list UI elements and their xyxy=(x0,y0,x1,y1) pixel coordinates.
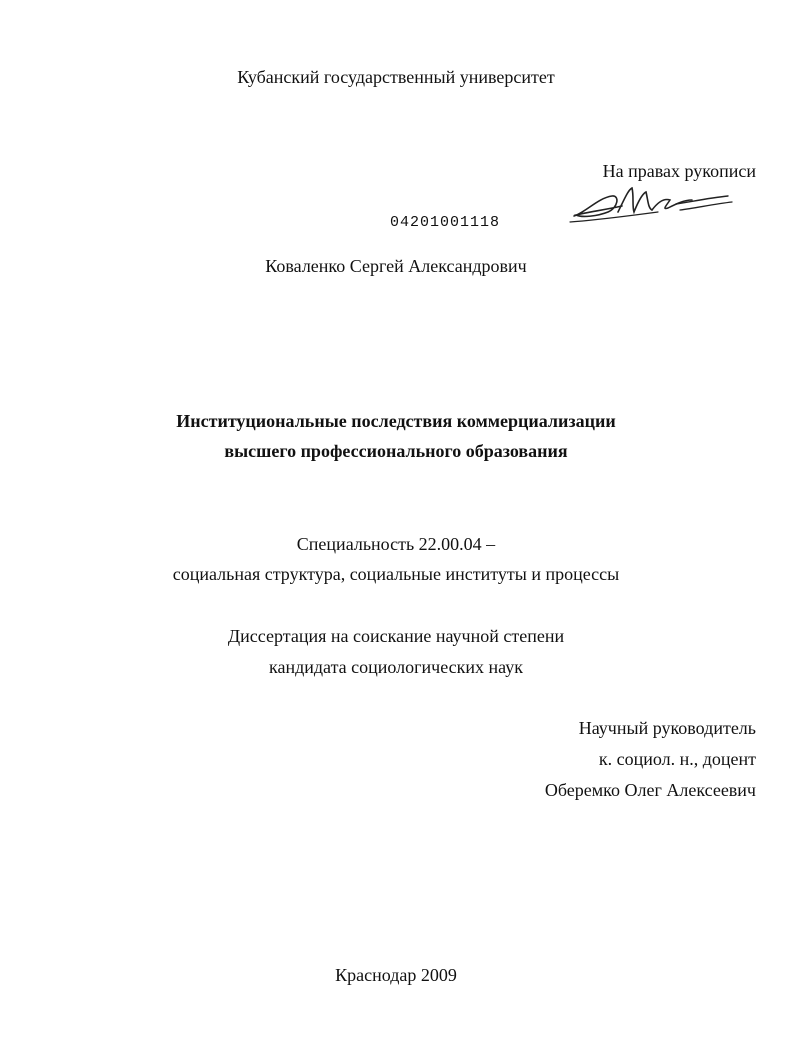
registration-number-stamp: 04201001118 xyxy=(390,214,501,231)
dissertation-title-line-1: Институциональные последствия коммерциализации xyxy=(176,411,616,431)
author-name: Коваленко Сергей Александрович xyxy=(265,256,527,276)
city-and-year: Краснодар 2009 xyxy=(335,965,457,985)
degree-line-1: Диссертация на соискание научной степени xyxy=(227,626,565,646)
university-name: Кубанский государственный университет xyxy=(237,67,555,87)
supervisor-rank: к. социол. н., доцент xyxy=(598,749,756,769)
manuscript-rights-note: На правах рукописи xyxy=(602,161,756,181)
specialty-line-1: Специальность 22.00.04 – xyxy=(296,534,496,554)
degree-line-2: кандидата социологических наук xyxy=(269,657,523,677)
specialty-line-2: социальная структура, социальные институты и процессы xyxy=(172,564,620,584)
supervisor-label: Научный руководитель xyxy=(578,718,756,738)
supervisor-name: Оберемко Олег Алексеевич xyxy=(544,780,756,800)
handwritten-signature xyxy=(568,182,736,226)
dissertation-title-line-2: высшего профессионального образования xyxy=(224,441,568,461)
